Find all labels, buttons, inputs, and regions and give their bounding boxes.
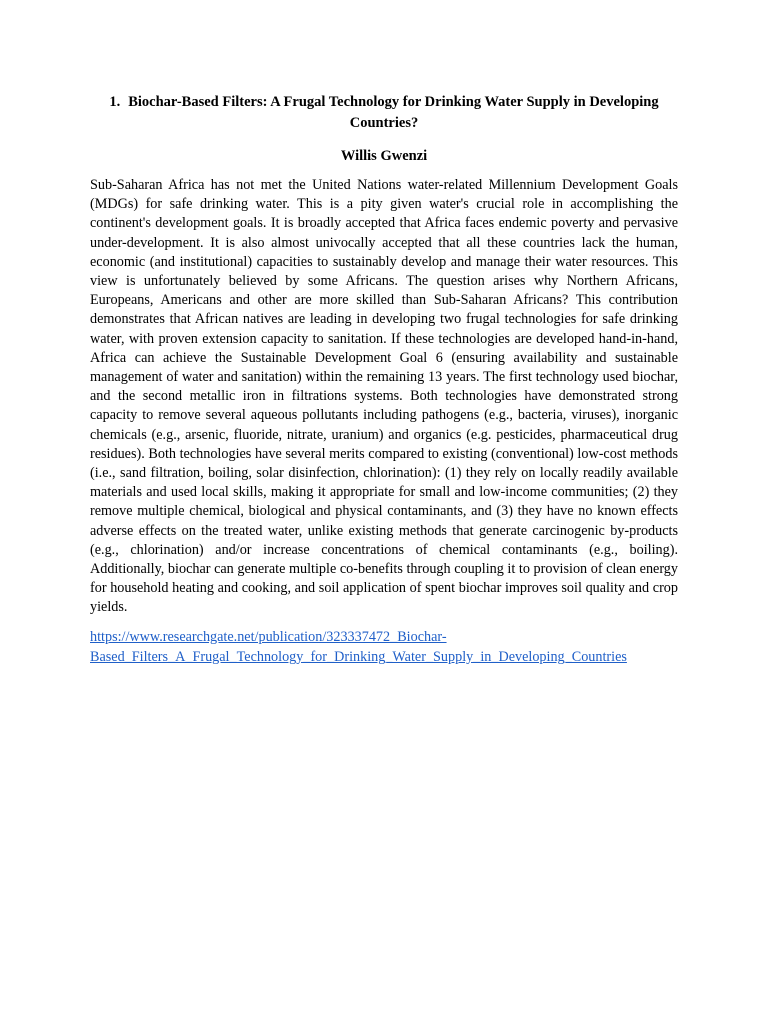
author-name: Willis Gwenzi <box>340 148 428 164</box>
abstract-paragraph: Sub-Saharan Africa has not met the United Nations water-related Millennium Development Goals (MDGs) for safe drinking water. This is a pity given water's crucial role in accomplishing the continent's development goals. It is broadly accepted that Africa faces endemic poverty and pervasive under-development. It is also almost univocally accepted that all these countries lack the human, economic (and institutional) capacities to sustainably develop and manage their water resources. This view is unfortunately believed by some Africans. The question arises why Northern Africans, Europeans, Americans and other are more skilled than Sub-Saharan Africans? This contribution demonstrates that African natives are leading in developing two frugal technologies for safe drinking water, with proven extension capacity to sanitation. If these technologies are developed hand-in-hand, Africa can achieve the Sustainable Development Goal 6 (ensuring availability and sustainable management of water and sanitation) within the remaining 13 years. The first technology used biochar, and the second metallic iron in filtrations systems. Both technologies have demonstrated strong capacity to remove several aqueous pollutants including pathogens (e.g., bacteria, viruses), inorganic chemicals (e.g., arsenic, fluoride, nitrate, uranium) and organics (e.g. pesticides, pharmaceutical drug residues). Both technologies have several merits compared to existing (conventional) low-cost methods (i.e., sand filtration, boiling, solar disinfection, chlorination): (1) they rely on locally readily available materials and used local skills, making it appropriate for small and low-income communities; (2) they remove multiple chemical, biological and physical contaminants, and (3) they have no known effects adverse effects on the treated water, unlike existing methods that generate carcinogenic by-products (e.g., chlorination) and/or increase concentrations of chemical contaminants (e.g., boiling). Additionally, biochar can generate multiple co-benefits through coupling it to provision of clean energy for household heating and cooking, and soil application of spent biochar improves soil quality and crop yields. <box>90 177 678 616</box>
title-text: Biochar-Based Filters: A Frugal Technology for Drinking Water Supply in Developing Countries? <box>128 94 659 131</box>
source-link-line2: Based_Filters_A_Frugal_Technology_for_Drinking_Water_Supply_in_Developing_Countries <box>90 648 627 665</box>
document-title <box>90 92 678 134</box>
title-number: 1. <box>109 94 121 110</box>
source-link-line1: https://www.researchgate.net/publication/323337472_Biochar- <box>90 628 447 645</box>
source-link[interactable] <box>90 627 670 667</box>
document-page <box>90 92 678 667</box>
